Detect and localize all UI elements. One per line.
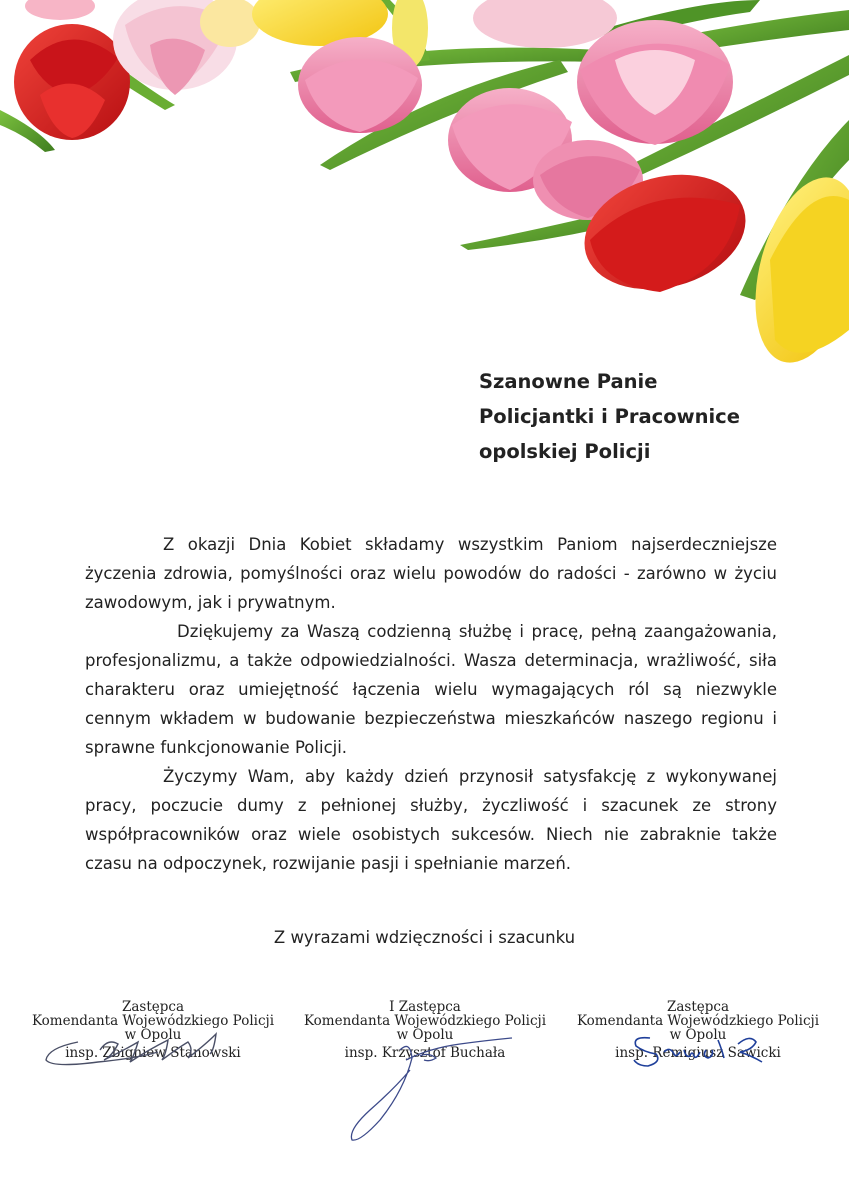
signature-name: insp. Zbigniew Stanowski [65,1045,241,1061]
greeting-line-2: Policjantki i Pracownice [479,405,740,428]
signature-location: w Opolu [669,1027,727,1043]
greeting-line-1: Szanowne Panie [479,370,658,393]
signature-block-2 [290,1000,560,1060]
signature-location: w Opolu [124,1027,182,1043]
greeting-line-3: opolskiej Policji [479,440,651,463]
letter-body [85,530,777,878]
signature-name: insp. Krzysztof Buchała [344,1045,506,1061]
body-paragraph-2: Dziękujemy za Waszą codzienną służbę i pracę, pełną zaangażowania, profesjonalizmu, a także odpowiedzialności. Wasza determinacja, wrażliwość, siła charakteru oraz umiejętność łączenia wielu wymagających ról są niezwykle cennym wkładem w budowanie bezpieczeństwa mieszkańców naszego regionu i sprawne funkcjonowanie Policji. [85,622,777,757]
signature-role: Komendanta Wojewódzkiego Policji [31,1013,275,1029]
greeting-block [479,364,740,469]
closing-phrase: Z wyrazami wdzięczności i szacunku [273,928,576,947]
signature-title: I Zastępca [389,999,461,1015]
signature-role: Komendanta Wojewódzkiego Policji [576,1013,820,1029]
signature-title: Zastępca [121,999,185,1015]
signature-title: Zastępca [666,999,730,1015]
signature-block-1 [18,1000,288,1060]
signature-role: Komendanta Wojewódzkiego Policji [303,1013,547,1029]
signature-location: w Opolu [396,1027,454,1043]
tulip-bouquet-image [0,0,849,380]
signature-block-3 [563,1000,833,1060]
body-paragraph-1: Z okazji Dnia Kobiet składamy wszystkim Paniom najserdeczniejsze życzenia zdrowia, pomyślności oraz wielu powodów do radości - zarówno w życiu zawodowym, jak i prywatnym. [85,535,777,612]
body-paragraph-3: Życzymy Wam, aby każdy dzień przynosił satysfakcję z wykonywanej pracy, poczucie dumy z pełnionej służby, życzliwość i szacunek ze strony współpracowników oraz wiele osobistych sukcesów. Niech nie zabraknie także czasu na odpoczynek, rozwijanie pasji i spełnianie marzeń. [85,767,777,873]
signature-name: insp. Remigiusz Sawicki [615,1045,781,1061]
